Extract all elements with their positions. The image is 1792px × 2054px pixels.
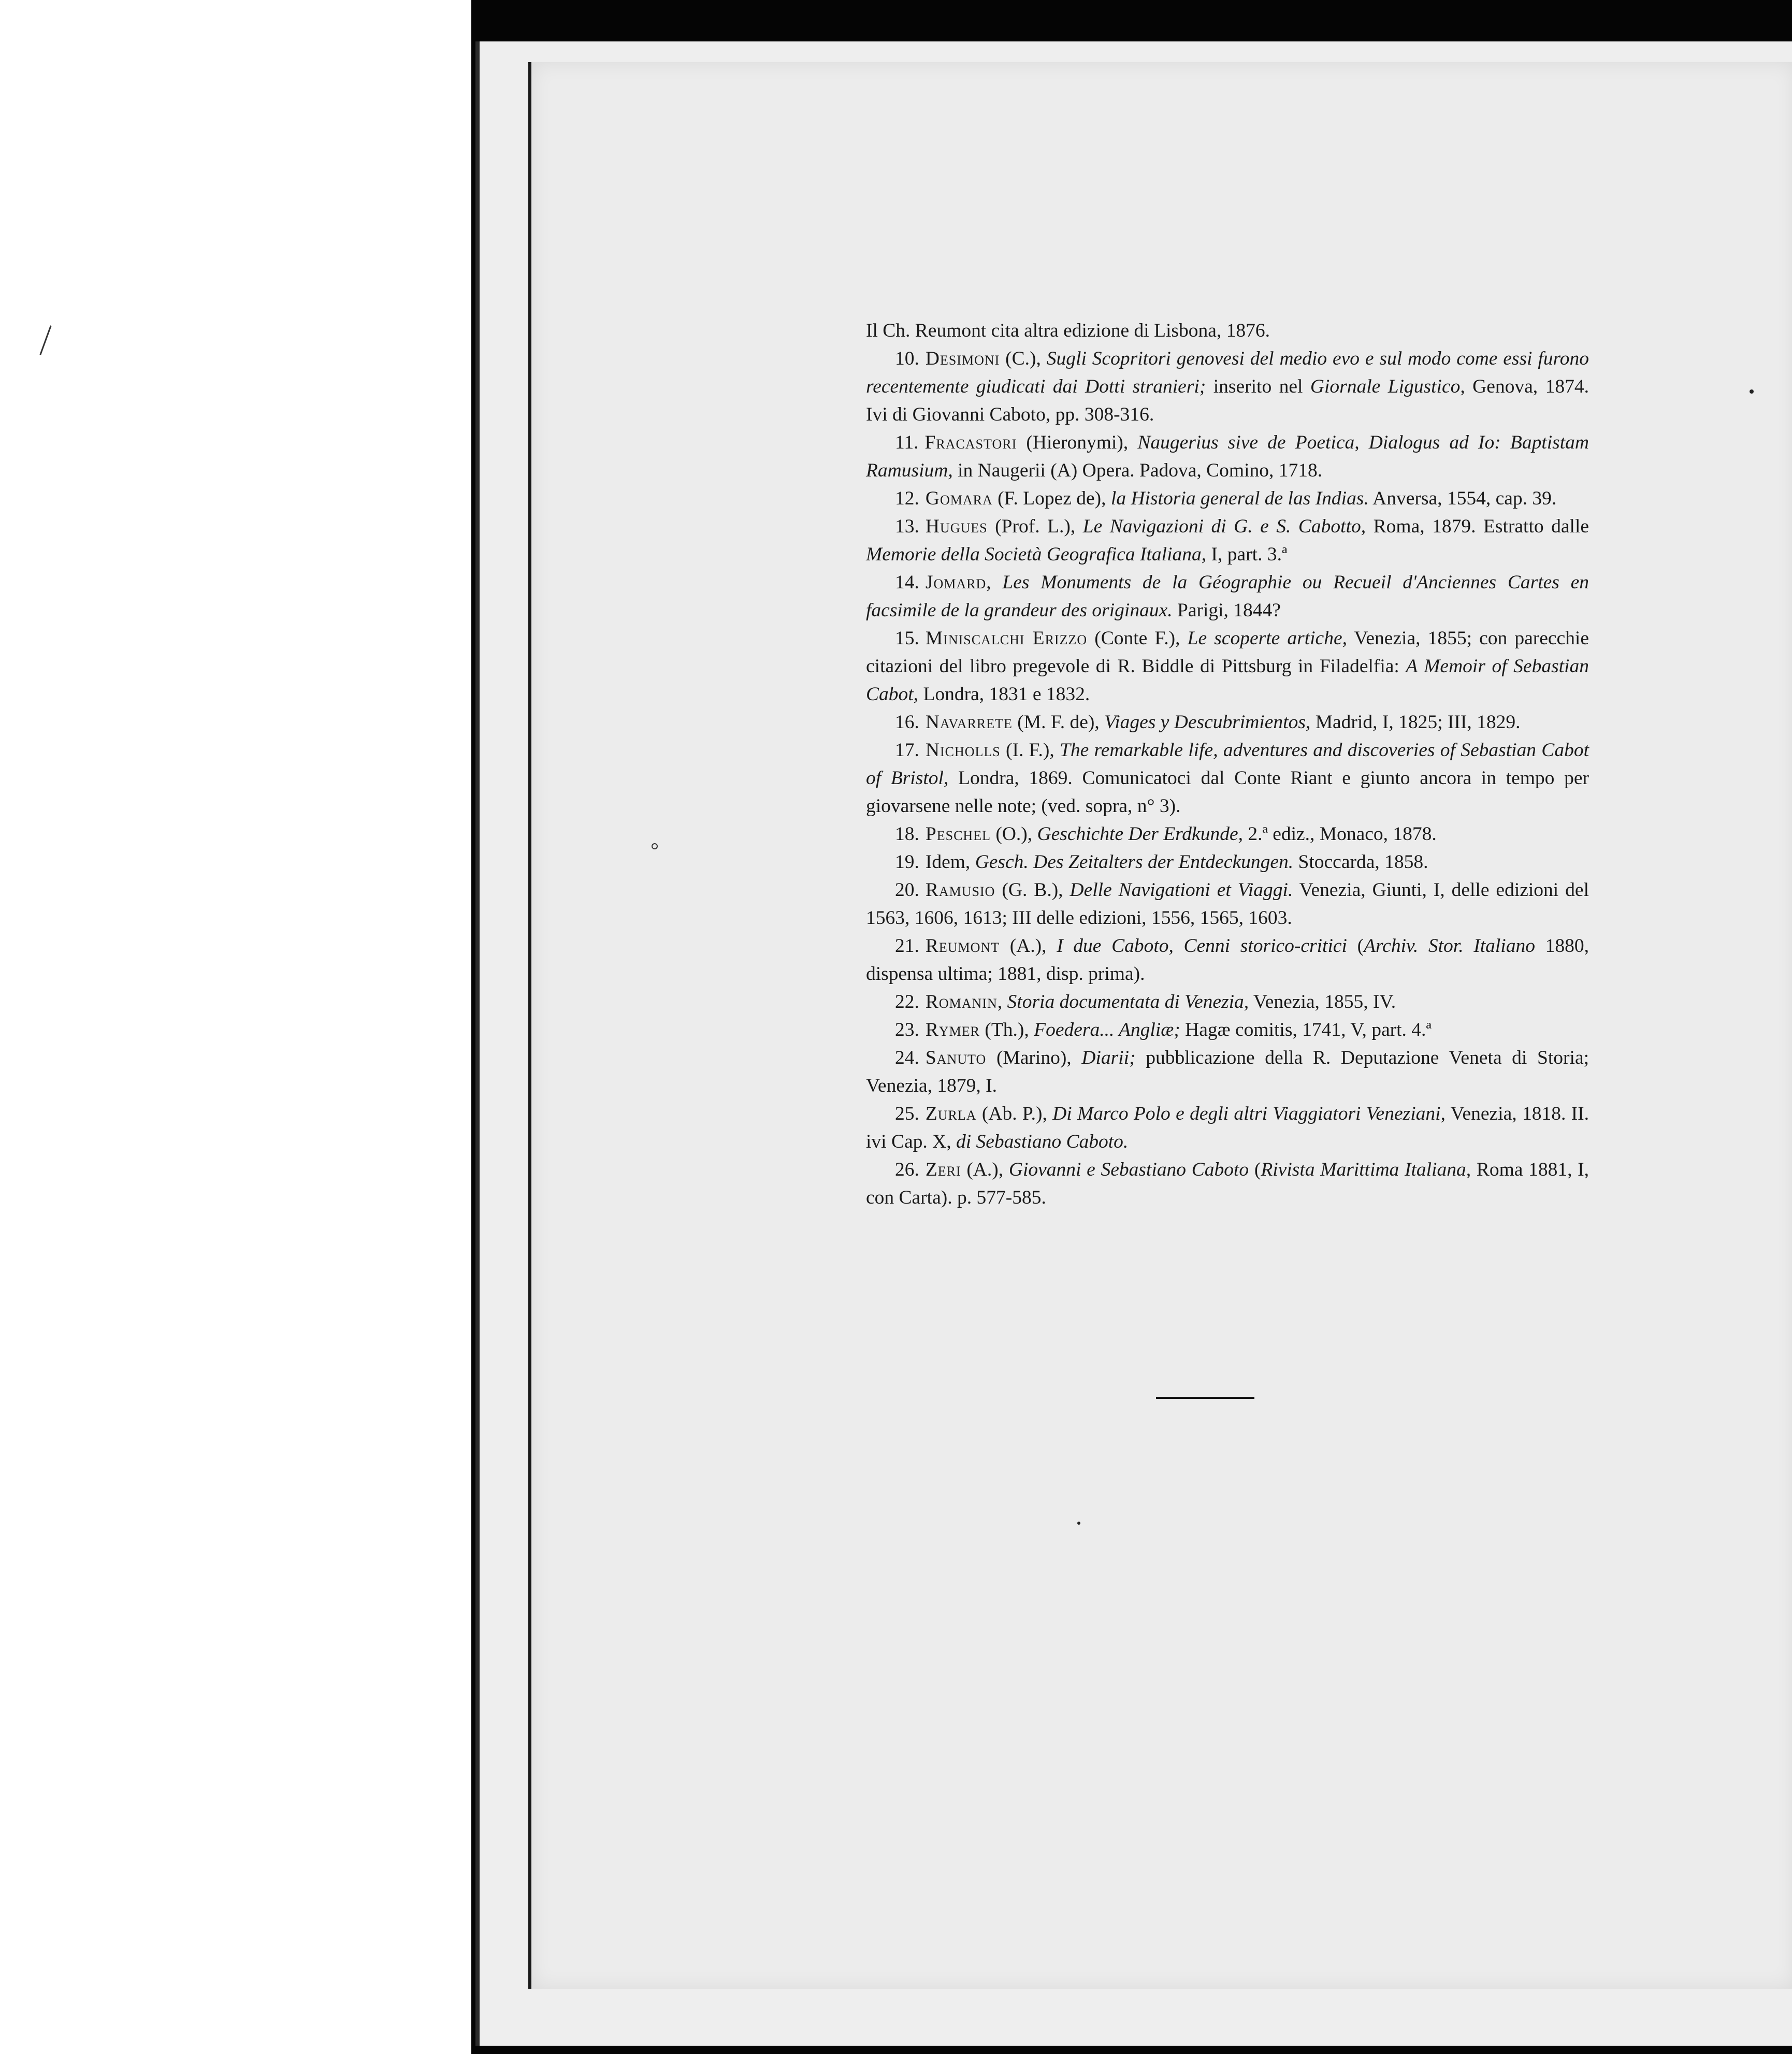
bibliography-entry: [866, 1156, 1589, 1212]
entry-text: (A.),: [1000, 935, 1057, 957]
entry-number: 13.: [895, 516, 919, 537]
entry-number: 26.: [895, 1159, 919, 1180]
entry-number: 15.: [895, 628, 919, 649]
entry-title: la Historia general de las Indias.: [1110, 488, 1369, 509]
entry-text: (C.),: [1000, 348, 1047, 369]
entry-number: 24.: [895, 1047, 919, 1068]
entry-text: Venezia, 1818. II. ivi Cap. X,: [866, 1103, 1589, 1152]
entry-text: Roma, 1879. Estratto dalle: [1366, 516, 1589, 537]
bibliography-list: [866, 317, 1589, 1212]
entry-title: Naugerius sive de Poetica, Dialogus ad Io: Baptistam Ramusium,: [866, 432, 1589, 481]
entry-text: Venezia, 1855; con parecchie citazioni del libro pregevole di R. Biddle di Pittsburg in Filadelfia:: [866, 628, 1589, 677]
entry-title: Viages y Descubrimientos,: [1104, 712, 1311, 733]
entry-title: A Memoir of Sebastian Cabot,: [866, 656, 1589, 705]
entry-text: Hagæ comitis, 1741, V, part. 4.ª: [1180, 1019, 1432, 1040]
entry-title: Gesch. Des Zeitalters der Entdeckungen.: [975, 851, 1294, 873]
entry-text: (I. F.),: [1000, 740, 1060, 761]
entry-number: 23.: [895, 1019, 919, 1040]
page-speck-2: [652, 843, 658, 849]
entry-text: I, part. 3.ª: [1206, 544, 1288, 565]
entry-text: (: [1347, 935, 1364, 957]
entry-number: 17.: [895, 740, 919, 761]
bibliography-entry: [866, 736, 1589, 820]
bibliography-entry: [866, 708, 1589, 736]
entry-text: (Ab. P.),: [976, 1103, 1053, 1124]
entry-text: Londra, 1831 e 1832.: [918, 684, 1090, 705]
entry-author: Gomara: [925, 488, 993, 509]
page-speck: [1750, 389, 1754, 394]
entry-number: 20.: [895, 879, 919, 901]
entry-number: 25.: [895, 1103, 919, 1124]
entry-author: Romanin: [925, 991, 998, 1012]
entry-title: di Sebastiano Caboto.: [956, 1131, 1129, 1152]
entry-text: Parigi, 1844?: [1172, 600, 1281, 621]
entry-text: 1880, dispensa ultima; 1881, disp. prima).: [866, 935, 1589, 985]
bibliography-entry: [866, 625, 1589, 708]
entry-text: in: [952, 460, 978, 481]
entry-text: Naugerii (A) Opera. Padova, Comino, 1718.: [977, 460, 1323, 481]
entry-text: (Conte F.),: [1087, 628, 1188, 649]
bibliography-entry: [866, 848, 1589, 876]
entry-text: ,: [986, 572, 1003, 593]
bibliography-entry: [866, 876, 1589, 932]
entry-text: Londra, 1869. Comunicatoci dal Conte Riant e giunto ancora in tempo per giovarsene nelle note; (ved. sopra, n° 3).: [866, 768, 1589, 817]
entry-title: Di Marco Polo e degli altri Viaggiatori Veneziani,: [1052, 1103, 1446, 1124]
bibliography-entry: [866, 988, 1589, 1016]
entry-text: (Prof. L.),: [987, 516, 1083, 537]
bibliography-entry: [866, 345, 1589, 429]
page-speck-3: [1077, 1522, 1080, 1525]
entry-title: Sugli Scopritori genovesi del medio evo e sul modo come essi furono recentemente giudicati dai Dotti stranieri;: [866, 348, 1589, 397]
entry-author: Zeri: [925, 1159, 961, 1180]
entry-number: 10.: [895, 348, 919, 369]
bibliography-entry: [866, 569, 1589, 625]
entry-text: Venezia, 1855, IV.: [1249, 991, 1396, 1012]
entry-text: Stoccarda, 1858.: [1293, 851, 1428, 873]
entry-text: ,: [997, 991, 1007, 1012]
entry-text: (Hieronymi),: [1017, 432, 1138, 453]
bibliography-entry: [866, 1100, 1589, 1156]
entry-text: Madrid, I, 1825; III, 1829.: [1310, 712, 1521, 733]
entry-author: Jomard: [925, 572, 987, 593]
bibliography-entry: [866, 485, 1589, 513]
entry-text: Idem,: [925, 851, 975, 873]
entry-author: Sanuto: [925, 1047, 987, 1068]
entry-text: (G. B.),: [995, 879, 1070, 901]
entry-title: Geschichte Der Erdkunde,: [1037, 823, 1243, 845]
entry-title: Foedera... Angliæ;: [1034, 1019, 1180, 1040]
entry-author: Nicholls: [925, 740, 1001, 761]
entry-title: I due Caboto, Cenni storico-critici: [1057, 935, 1347, 957]
entry-text: (M. F. de),: [1012, 712, 1105, 733]
entry-title: Rivista Marittima Italiana,: [1261, 1159, 1471, 1180]
bibliography-entry: [866, 1016, 1589, 1044]
entry-text: inserito nel: [1206, 376, 1310, 397]
entry-author: Miniscalchi Erizzo: [925, 628, 1088, 649]
bibliography-entry: [866, 513, 1589, 569]
entry-text: pubblicazione della R. Deputazione Veneta di Storia; Venezia, 1879, I.: [866, 1047, 1589, 1096]
entry-title: Giornale Ligustico,: [1310, 376, 1465, 397]
entry-author: Ramusio: [925, 879, 995, 901]
entry-number: 16.: [895, 712, 919, 733]
entry-author: Rymer: [925, 1019, 980, 1040]
entry-number: 11.: [895, 432, 919, 453]
bibliography-entry: [866, 820, 1589, 848]
entry-title: Delle Navigationi et Viaggi.: [1070, 879, 1293, 901]
bibliography-entry: [866, 1044, 1589, 1100]
entry-text: (F. Lopez de),: [992, 488, 1111, 509]
entry-text: (O.),: [990, 823, 1037, 845]
entry-number: 21.: [895, 935, 919, 957]
entry-text: Venezia, Giunti, I, delle edizioni del 1563, 1606, 1613; III delle edizioni, 1556, 1565, 1603.: [866, 879, 1589, 929]
entry-title: Diarii;: [1081, 1047, 1136, 1068]
bibliography-entry: [866, 932, 1589, 988]
entry-title: Le Navigazioni di G. e S. Cabotto,: [1082, 516, 1366, 537]
entry-title: Le scoperte artiche,: [1187, 628, 1347, 649]
entry-author: Desimoni: [925, 348, 1000, 369]
entry-title: Archiv. Stor. Italiano: [1364, 935, 1535, 957]
intro-line: Il Ch. Reumont cita altra edizione di Lisbona, 1876.: [866, 320, 1270, 341]
section-end-rule: [1156, 1397, 1254, 1399]
entry-text: Roma 1881, I, con Carta). p. 577-585.: [866, 1159, 1589, 1208]
entry-text: (Th.),: [980, 1019, 1034, 1040]
entry-author: Peschel: [925, 823, 991, 845]
entry-number: 14.: [895, 572, 919, 593]
entry-text: (: [1249, 1159, 1261, 1180]
entry-text: Anversa, 1554, cap. 39.: [1368, 488, 1557, 509]
entry-title: Memorie della Società Geografica Italiana,: [866, 544, 1207, 565]
entry-number: 18.: [895, 823, 919, 845]
left-blank-margin: [0, 0, 471, 2054]
entry-author: Reumont: [925, 935, 1000, 957]
entry-title: Les Monuments de la Géographie ou Recueil d'Anciennes Cartes en facsimile de la grandeur des originaux.: [866, 572, 1589, 621]
entry-title: The remarkable life, adventures and discoveries of Sebastian Cabot of Bristol,: [866, 740, 1589, 789]
entry-title: Giovanni e Sebastiano Caboto: [1008, 1159, 1249, 1180]
entry-text: (Marino),: [986, 1047, 1082, 1068]
entry-number: 22.: [895, 991, 919, 1012]
entry-text: Genova, 1874. Ivi di Giovanni Caboto, pp. 308-316.: [866, 376, 1589, 425]
entry-number: 12.: [895, 488, 919, 509]
entry-text: (A.),: [961, 1159, 1009, 1180]
entry-author: Zurla: [925, 1103, 977, 1124]
entry-author: Fracastori: [924, 432, 1017, 453]
bibliography-entry: [866, 429, 1589, 485]
entry-number: 19.: [895, 851, 919, 873]
entry-text: 2.ª ediz., Monaco, 1878.: [1242, 823, 1437, 845]
entry-author: Hugues: [925, 516, 988, 537]
entry-title: Storia documentata di Venezia,: [1007, 991, 1249, 1012]
entry-author: Navarrete: [925, 712, 1013, 733]
